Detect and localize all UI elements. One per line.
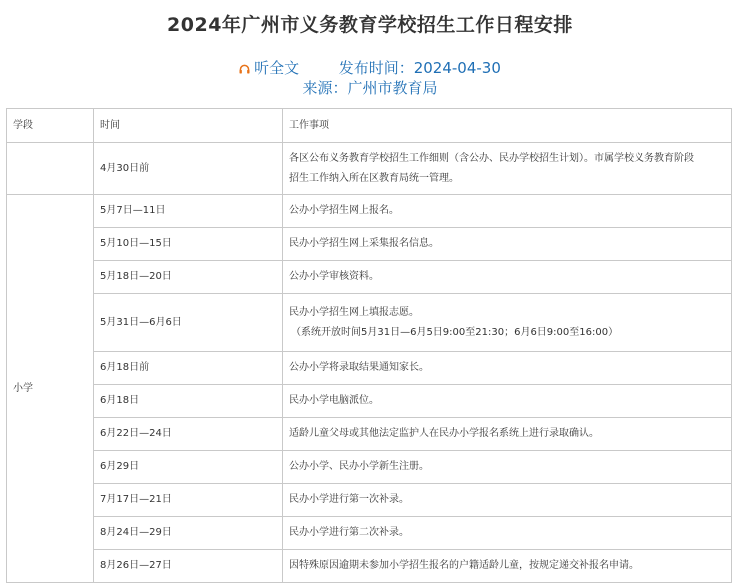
schedule-table (6, 108, 732, 583)
source-value: 广州市教育局 (347, 79, 438, 97)
table-row (7, 195, 732, 228)
item-line: 民办小学招生网上填报志愿。 (289, 306, 419, 318)
item-cell (283, 195, 732, 228)
item-line: 公办小学审核资料。 (289, 271, 379, 282)
item-cell (283, 517, 732, 550)
publish-date: 2024-04-30 (413, 59, 501, 77)
time-cell: 6月22日—24日 (94, 418, 283, 451)
header-time: 时间 (94, 109, 283, 143)
table-row (7, 418, 732, 451)
item-cell (283, 385, 732, 418)
table-row (7, 228, 732, 261)
item-cell (283, 484, 732, 517)
table-row (7, 484, 732, 517)
table-row (7, 517, 732, 550)
time-cell: 6月18日 (94, 385, 283, 418)
table-row (7, 261, 732, 294)
item-line: 民办小学进行第二次补录。 (289, 527, 409, 538)
item-cell (283, 294, 732, 352)
header-item: 工作事项 (283, 109, 732, 143)
item-cell (283, 352, 732, 385)
time-cell: 8月24日—29日 (94, 517, 283, 550)
item-line: 民办小学招生网上采集报名信息。 (289, 238, 439, 249)
item-cell (283, 261, 732, 294)
article-meta (0, 57, 740, 78)
listen-label: 听全文 (254, 59, 300, 77)
page-title: 2024年广州市义务教育学校招生工作日程安排 (167, 14, 573, 36)
item-cell (283, 143, 732, 195)
table-row (7, 451, 732, 484)
source-label: 来源： (302, 79, 348, 97)
stage-cell (7, 143, 94, 195)
item-line: （系统开放时间5月31日—6月5日9:00至21:30；6月6日9:00至16:00） (291, 326, 619, 338)
item-line: 各区公布义务教育学校招生工作细则（含公办、民办学校招生计划）。市属学校义务教育阶段 (289, 152, 694, 164)
item-cell (283, 451, 732, 484)
time-cell: 5月18日—20日 (94, 261, 283, 294)
item-cell (283, 418, 732, 451)
header-stage: 学段 (7, 109, 94, 143)
table-row (7, 352, 732, 385)
item-line: 民办小学进行第一次补录。 (289, 494, 409, 505)
time-cell: 5月10日—15日 (94, 228, 283, 261)
item-line: 公办小学、民办小学新生注册。 (289, 461, 429, 472)
item-line: 公办小学将录取结果通知家长。 (289, 362, 429, 373)
item-line: 民办小学电脑派位。 (289, 395, 379, 406)
time-cell: 6月18日前 (94, 352, 283, 385)
time-cell: 8月26日—27日 (94, 550, 283, 583)
item-line: 适龄儿童父母或其他法定监护人在民办小学报名系统上进行录取确认。 (289, 428, 599, 439)
item-cell (283, 550, 732, 583)
listen-button[interactable] (239, 59, 304, 77)
publish-label: 发布时间： (338, 59, 414, 77)
stage-cell: 小学 (7, 195, 94, 583)
time-cell: 5月31日—6月6日 (94, 294, 283, 352)
time-cell: 7月17日—21日 (94, 484, 283, 517)
item-cell (283, 228, 732, 261)
time-cell: 4月30日前 (94, 143, 283, 195)
table-row (7, 385, 732, 418)
table-row (7, 143, 732, 195)
item-line: 因特殊原因逾期未参加小学招生报名的户籍适龄儿童，按规定递交补报名申请。 (289, 560, 639, 571)
table-row (7, 294, 732, 352)
item-line: 公办小学招生网上报名。 (289, 205, 399, 216)
time-cell: 6月29日 (94, 451, 283, 484)
table-row (7, 550, 732, 583)
table-header-row (7, 109, 732, 143)
headphones-icon (239, 64, 250, 74)
article-source (0, 77, 740, 98)
time-cell: 5月7日—11日 (94, 195, 283, 228)
item-line: 招生工作纳入所在区教育局统一管理。 (289, 172, 459, 184)
